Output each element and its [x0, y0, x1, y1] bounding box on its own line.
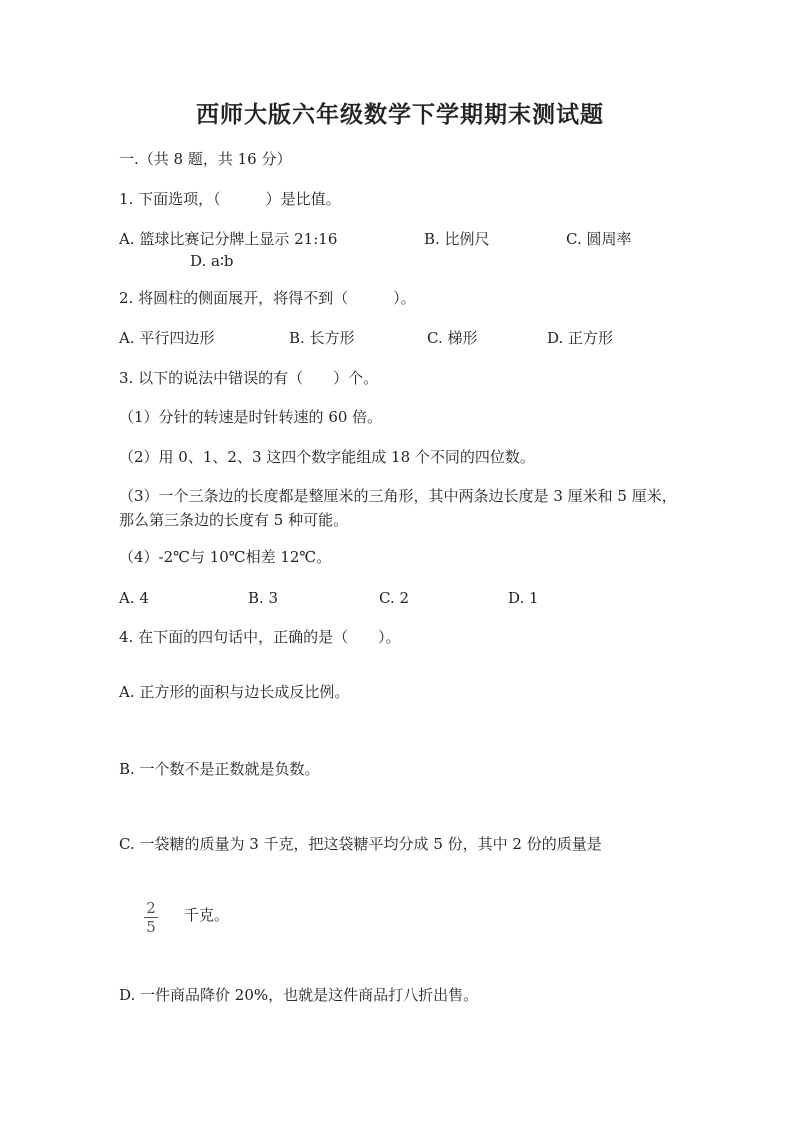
- question-4-option-c-unit: 千克。: [184, 906, 230, 924]
- question-2-option-c: C. 梯形: [427, 329, 478, 347]
- question-3-statement-2: （2）用 0、1、2、3 这四个数字能组成 18 个不同的四位数。: [119, 448, 535, 466]
- section-heading: 一.（共 8 题，共 16 分）: [119, 150, 292, 168]
- question-3-option-d: D. 1: [508, 589, 539, 607]
- question-3-statement-4: （4）-2℃与 10℃相差 12℃。: [119, 548, 332, 566]
- question-2-option-a: A. 平行四边形: [119, 329, 215, 347]
- question-3-option-c: C. 2: [379, 589, 410, 607]
- question-1-stem: 1. 下面选项，（ ）是比值。: [119, 190, 341, 208]
- question-4-option-c: C. 一袋糖的质量为 3 千克，把这袋糖平均分成 5 份，其中 2 份的质量是: [119, 835, 602, 853]
- question-3-stem: 3. 以下的说法中错误的有（ ）个。: [119, 369, 379, 387]
- question-4-option-d: D. 一件商品降价 20%，也就是这件商品打八折出售。: [119, 986, 479, 1004]
- question-3-statement-3: （3）一个三条边的长度都是整厘米的三角形，其中两条边长度是 3 厘米和 5 厘米，那么第三条边的长度有 5 种可能。: [119, 487, 677, 529]
- fraction-denominator: 5: [146, 918, 156, 936]
- question-2-stem: 2. 将圆柱的侧面展开，将得不到（ ）。: [119, 289, 416, 307]
- question-4-option-b: B. 一个数不是正数就是负数。: [119, 760, 320, 778]
- fraction-two-fifths: [141, 899, 161, 936]
- question-4-option-a: A. 正方形的面积与边长成反比例。: [119, 683, 350, 701]
- question-1-option-a: A. 篮球比赛记分牌上显示 21:16: [119, 230, 338, 248]
- question-1-option-d: D. a∶b: [190, 252, 234, 270]
- question-1-option-c: C. 圆周率: [566, 230, 632, 248]
- question-3-option-a: A. 4: [119, 589, 149, 607]
- question-2-option-d: D. 正方形: [547, 329, 614, 347]
- question-3-statement-1: （1）分针的转速是时针转速的 60 倍。: [119, 408, 383, 426]
- question-3-option-b: B. 3: [248, 589, 279, 607]
- fraction-numerator: 2: [146, 899, 156, 917]
- question-1-option-b: B. 比例尺: [424, 230, 490, 248]
- question-4-stem: 4. 在下面的四句话中，正确的是（ ）。: [119, 628, 401, 646]
- question-2-option-b: B. 长方形: [289, 329, 355, 347]
- page-title: 西师大版六年级数学下学期期末测试题: [196, 101, 604, 128]
